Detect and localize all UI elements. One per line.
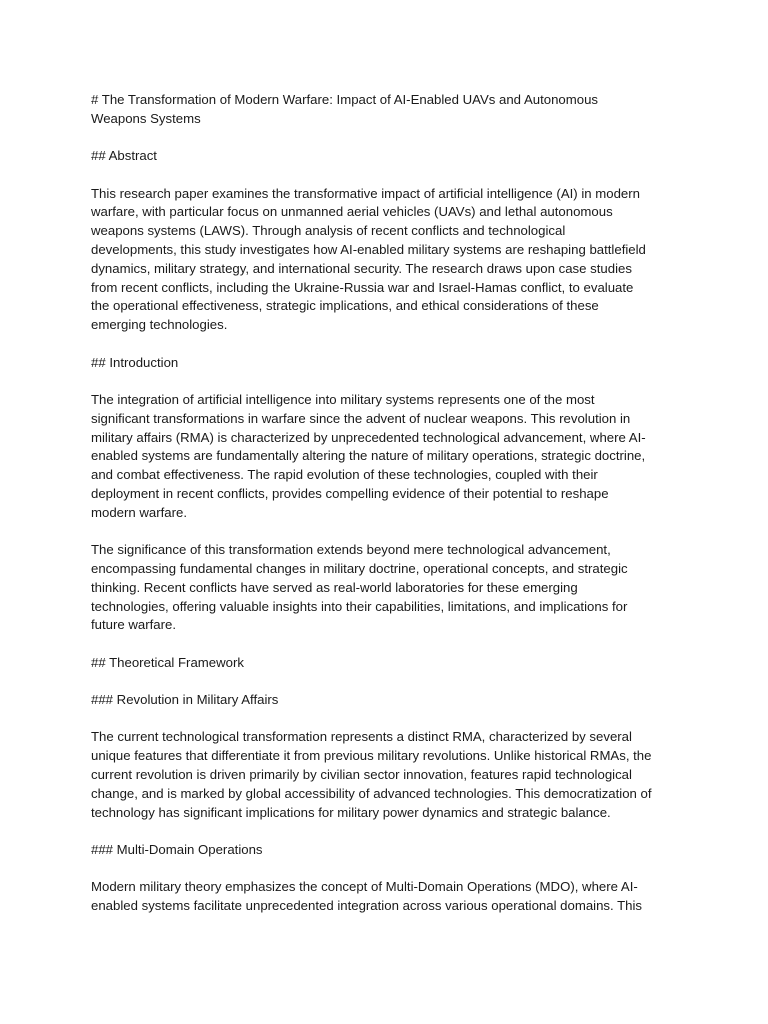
abstract-paragraph	[91, 185, 680, 335]
text-line: future warfare.	[91, 617, 177, 633]
heading-text: ### Multi-Domain Operations	[91, 842, 263, 858]
text-line: enabled systems facilitate unprecedented integration across various operational domains. This	[91, 898, 643, 914]
introduction-heading	[91, 354, 680, 373]
text-line: technologies, offering valuable insights into their capabilities, limitations, and implications for	[91, 598, 628, 614]
text-line: The significance of this transformation extends beyond mere technological advancement,	[91, 542, 611, 558]
text-line: the operational effectiveness, strategic implications, and ethical considerations of these	[91, 298, 599, 314]
text-line: deployment in recent conflicts, provides compelling evidence of their potential to reshape	[91, 485, 609, 501]
rma-heading	[91, 691, 680, 710]
abstract-heading	[91, 147, 680, 166]
heading-text: ### Revolution in Military Affairs	[91, 692, 279, 708]
text-line: modern warfare.	[91, 504, 188, 520]
text-line: thinking. Recent conflicts have served as real-world laboratories for these emerging	[91, 579, 578, 595]
heading-text: ## Introduction	[91, 354, 179, 370]
heading-text: ## Theoretical Framework	[91, 654, 244, 670]
text-line: unique features that differentiate it from previous military revolutions. Unlike historical RMAs, the	[91, 748, 652, 764]
text-line: significant transformations in warfare since the advent of nuclear weapons. This revolution in	[91, 410, 631, 426]
introduction-paragraph-1	[91, 391, 680, 523]
mdo-paragraph	[91, 878, 680, 916]
text-line: weapons systems (LAWS). Through analysis of recent conflicts and technological	[91, 223, 566, 239]
rma-paragraph	[91, 728, 680, 822]
text-line: developments, this study investigates how AI-enabled military systems are reshaping battlefield	[91, 241, 646, 257]
heading-text: ## Abstract	[91, 148, 157, 164]
title-line: # The Transformation of Modern Warfare: Impact of AI-Enabled UAVs and Autonomous	[91, 92, 599, 107]
text-line: military affairs (RMA) is characterized by unprecedented technological advancement, where AI-	[91, 429, 646, 445]
text-line: from recent conflicts, including the Ukraine-Russia war and Israel-Hamas conflict, to evaluate	[91, 279, 634, 295]
text-line: This research paper examines the transformative impact of artificial intelligence (AI) in modern	[91, 185, 640, 201]
text-line: and combat effectiveness. The rapid evolution of these technologies, coupled with their	[91, 467, 598, 483]
text-line: emerging technologies.	[91, 317, 228, 333]
document-title	[91, 91, 680, 129]
framework-heading	[91, 654, 680, 673]
text-line: enabled systems are fundamentally altering the nature of military operations, strategic doctrine,	[91, 448, 646, 464]
text-line: Modern military theory emphasizes the concept of Multi-Domain Operations (MDO), where AI-	[91, 879, 638, 895]
text-line: change, and is marked by global accessibility of advanced technologies. This democratization of	[91, 785, 652, 801]
text-line: warfare, with particular focus on unmanned aerial vehicles (UAVs) and lethal autonomous	[91, 204, 613, 220]
introduction-paragraph-2	[91, 541, 680, 635]
title-line: Weapons Systems	[91, 110, 201, 126]
text-line: encompassing fundamental changes in military doctrine, operational concepts, and strategic	[91, 560, 628, 576]
text-line: dynamics, military strategy, and international security. The research draws upon case studies	[91, 260, 632, 276]
mdo-heading	[91, 841, 680, 860]
text-line: technology has significant implications for military power dynamics and strategic balance.	[91, 804, 611, 820]
text-line: The integration of artificial intelligence into military systems represents one of the most	[91, 391, 595, 407]
text-line: current revolution is driven primarily by civilian sector innovation, features rapid technological	[91, 767, 632, 783]
text-line: The current technological transformation represents a distinct RMA, characterized by several	[91, 729, 632, 745]
